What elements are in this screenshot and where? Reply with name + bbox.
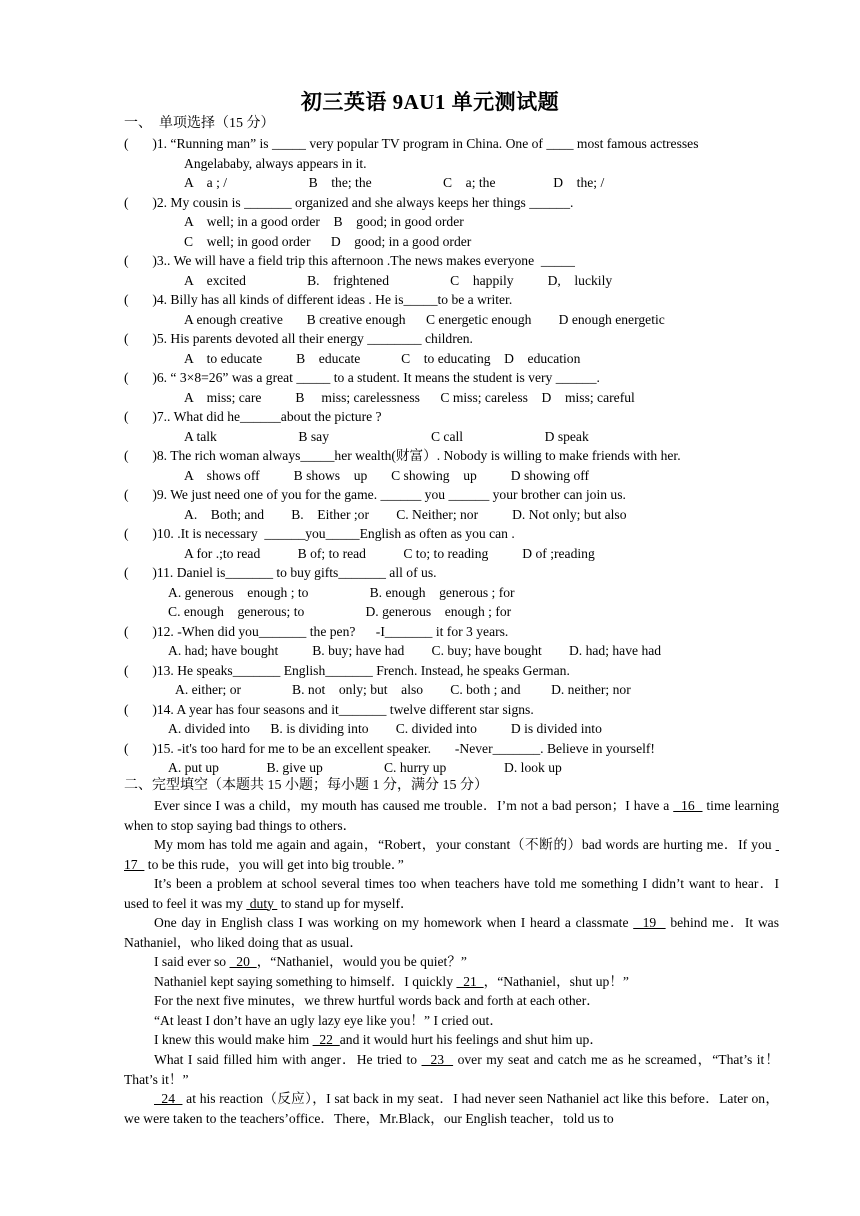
paragraph-text: Nathaniel kept saying something to himself．I quickly [154, 974, 457, 989]
question-stem: ( )2. My cousin is _______ organized and she always keeps her things ______. [124, 194, 574, 210]
question-stem: ( )11. Daniel is_______ to buy gifts_______ all of us. [124, 565, 437, 580]
passage-paragraph [124, 972, 779, 992]
paragraph-text: time learning when to stop saying bad things to others． [124, 798, 780, 833]
cloze-blank: 24 [154, 1091, 183, 1106]
cloze-blank: 17 [124, 837, 779, 872]
paragraph-text: at his reaction（反应），I sat back in my seat．I had never seen Nathaniel act like this before．Later on，we were taken to the teachers’office．There，Mr.Black，our English teacher，told us to [124, 1091, 779, 1126]
paragraph-text: I knew this would make him [154, 1032, 313, 1047]
question-options: A miss; care B miss; carelessness C miss; careless D miss; careful [184, 389, 635, 405]
passage-paragraph [124, 835, 779, 874]
question-options: A a ; / B the; the C a; the D the; / [184, 175, 605, 190]
cloze-blank: 21 [456, 974, 484, 989]
cloze-blank: 20 [229, 954, 257, 969]
cloze-blank: 19 [633, 915, 666, 930]
section1-heading: 一、 单项选择（15 分） [124, 116, 275, 131]
paragraph-text: One day in English class I was working on my homework when I heard a classmate [154, 915, 634, 930]
question-options: A excited B. frightened C happily D, luckily [184, 272, 613, 288]
question-stem: ( )9. We just need one of you for the game. ______ you ______ your brother can join us. [124, 487, 626, 502]
passage-paragraph [124, 1050, 779, 1089]
question-stem: ( )6. “ 3×8=26” was a great _____ to a student. It means the student is very ______. [124, 370, 600, 385]
paragraph-text: ，“Nathaniel，shut up！” [483, 974, 629, 989]
cloze-blank: 22 [312, 1032, 340, 1047]
question-options: A. had; have bought B. buy; have had C. buy; have bought D. had; have had [168, 643, 662, 658]
cloze-blank: 23 [421, 1052, 454, 1067]
question-stem: ( )15. -it's too hard for me to be an excellent speaker. -Never_______. Believe in yourself! [124, 740, 655, 756]
question-options: Angelababy, always appears in it. [184, 155, 367, 171]
passage-paragraph [124, 913, 779, 952]
question-stem: ( )4. Billy has all kinds of different ideas . He is_____to be a writer. [124, 292, 513, 307]
paragraph-text: My mom has told me again and again，“Robert，your constant（不断的）bad words are hurting me．If you [154, 837, 776, 852]
passage-paragraph [124, 1089, 779, 1128]
question-options: A talk B say C call D speak [184, 428, 589, 444]
question-stem: ( )1. “Running man” is _____ very popular TV program in China. One of ____ most famous actresses [124, 136, 699, 151]
question-options: C well; in good order D good; in a good order [184, 233, 472, 249]
passage-paragraph [124, 952, 779, 972]
question-options: A. generous enough ; to B. enough generous ; for [168, 584, 515, 600]
passage-paragraph [124, 796, 779, 835]
paragraph-text: I said ever so [154, 954, 230, 969]
passage-paragraph [124, 1030, 779, 1050]
paragraph-text: What I said filled him with anger．He tried to [154, 1052, 422, 1067]
question-stem: ( )3.. We will have a field trip this afternoon .The news makes everyone _____ [124, 253, 575, 268]
question-stem: ( )12. -When did you_______ the pen? -I_______ it for 3 years. [124, 623, 509, 639]
paragraph-text: For the next five minutes，we threw hurtful words back and forth at each other． [154, 993, 600, 1008]
question-options: A well; in a good order B good; in good order [184, 214, 464, 229]
page-title: 初三英语 9AU1 单元测试题 [300, 90, 560, 114]
paragraph-text: behind me．It was Nathaniel，who liked doing that as usual． [124, 915, 779, 950]
question-stem: ( )5. His parents devoted all their energy ________ children. [124, 331, 473, 346]
passage-paragraph [124, 1011, 779, 1031]
passage-paragraph [124, 991, 779, 1011]
question-options: A. divided into B. is dividing into C. divided into D is divided into [168, 721, 602, 736]
paragraph-text: and it would hurt his feelings and shut him up． [339, 1032, 603, 1047]
question-options: A to educate B educate C to educating D education [184, 350, 581, 366]
question-stem: ( )8. The rich woman always_____her wealth(财富）. Nobody is willing to make friends with her. [124, 448, 681, 463]
question-options: A. either; or B. not only; but also C. both ; and D. neither; nor [175, 682, 631, 697]
question-stem: ( )14. A year has four seasons and it_______ twelve different star signs. [124, 701, 534, 717]
question-stem: ( )10. .It is necessary ______you_____English as often as you can . [124, 526, 515, 541]
cloze-blank: duty [246, 895, 278, 911]
question-stem: ( )7.. What did he______about the picture ? [124, 409, 382, 424]
section2-heading: 二、完型填空（本题共 15 小题；每小题 1 分，满分 15 分） [124, 778, 488, 793]
question-options: C. enough generous; to D. generous enough ; for [168, 604, 512, 619]
paragraph-text: Ever since I was a child，my mouth has caused me trouble．I’m not a bad person；I have a [154, 798, 674, 813]
paragraph-text: ，“Nathaniel，would you be quiet？” [256, 954, 467, 969]
question-options: A enough creative B creative enough C energetic enough D enough energetic [184, 311, 665, 327]
question-options: A. Both; and B. Either ;or C. Neither; nor D. Not only; but also [184, 506, 627, 522]
question-stem: ( )13. He speaks_______ English_______ French. Instead, he speaks German. [124, 662, 570, 678]
question-options: A. put up B. give up C. hurry up D. look up [168, 760, 562, 775]
passage-paragraph [124, 874, 779, 913]
question-options: A for .;to read B of; to read C to; to reading D of ;reading [184, 545, 595, 561]
paragraph-text: over my seat and catch me as he screamed，“That’s it！That’s it！” [124, 1052, 779, 1087]
paragraph-text: “At least I don’t have an ugly lazy eye like you！” I cried out． [154, 1013, 503, 1028]
question-options: A shows off B shows up C showing up D showing off [184, 467, 590, 483]
paragraph-text: to be this rude，you will get into big trouble．” [144, 856, 404, 872]
paragraph-text: to stand up for myself． [277, 895, 414, 911]
cloze-blank: 16 [673, 798, 703, 813]
paragraph-text: It’s been a problem at school several times too when teachers have told me something I didn’t want to hear．I used to feel it was my [124, 876, 779, 911]
